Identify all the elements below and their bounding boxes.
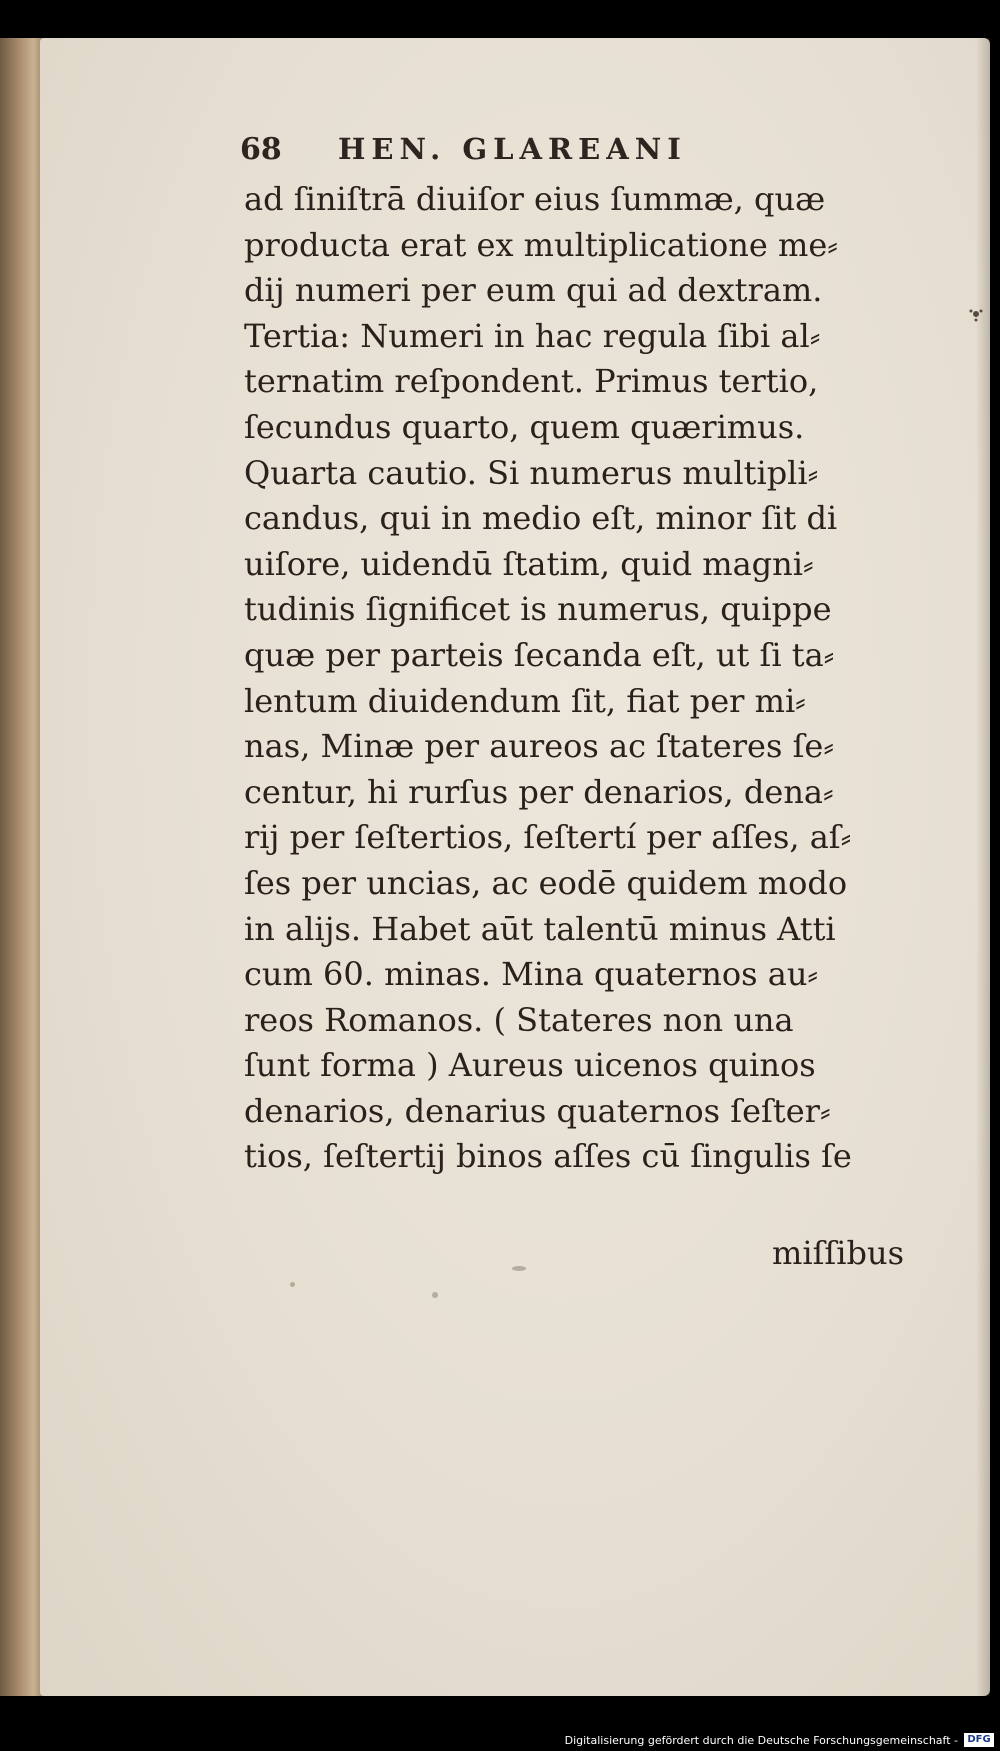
text-line: producta erat ex multiplicatione me⸗ <box>244 225 838 264</box>
margin-ornament-icon <box>968 306 984 322</box>
text-line: ſecundus quarto, quem quærimus. <box>244 407 805 446</box>
text-line: rij per ſeſtertios, ſeſtertí per aſſes, aſ⸗ <box>244 818 852 857</box>
ink-smudge <box>512 1266 526 1271</box>
text-line: ſunt forma ) Aureus uicenos quinos <box>244 1046 816 1085</box>
page-number: 68 <box>240 132 282 167</box>
text-line: candus, qui in medio eſt, minor ſit di <box>244 499 838 538</box>
text-line: ſes per uncias, ac eodē quidem modo <box>244 863 848 902</box>
ink-smudge <box>432 1292 438 1298</box>
text-line: tios, ſeſtertij binos aſſes cū ſingulis ſe <box>244 1137 852 1176</box>
page-header <box>240 132 860 172</box>
text-line: in alijs. Habet aūt talentū minus Atti <box>244 909 836 948</box>
text-line: tudinis ſignificet is numerus, quippe <box>244 590 832 629</box>
running-head: HEN. GLAREANI <box>338 132 687 166</box>
body-text <box>244 177 954 1180</box>
catchword: miſſibus <box>772 1234 905 1272</box>
text-line: ad ſiniſtrā diuiſor eius ſummæ, quæ <box>244 180 826 218</box>
text-line: quæ per parteis ſecanda eſt, ut ſi ta⸗ <box>244 635 835 674</box>
page-gutter-shadow <box>976 38 990 1696</box>
text-line: Quarta cautio. Si numerus multipli⸗ <box>244 453 819 492</box>
text-line: lentum diuidendum ſit, fiat per mi⸗ <box>244 681 806 720</box>
text-line: centur, hi rurſus per denarios, dena⸗ <box>244 772 834 811</box>
text-line: reos Romanos. ( Stateres non una <box>244 1000 794 1039</box>
text-line: uiſore, uidendū ſtatim, quid magni⸗ <box>244 544 814 583</box>
dfg-logo: DFG <box>964 1733 994 1747</box>
text-line: dij numeri per eum qui ad dextram. <box>244 271 823 310</box>
ink-smudge <box>290 1282 295 1287</box>
text-line: nas, Minæ per aureos ac ſtateres ſe⸗ <box>244 727 834 766</box>
text-line: Tertia: Numeri in hac regula ſibi al⸗ <box>244 316 821 355</box>
digitization-credit: Digitalisierung gefördert durch die Deutsche Forschungsgemeinschaft - <box>564 1734 958 1747</box>
text-line: cum 60. minas. Mina quaternos au⸗ <box>244 955 819 994</box>
text-line: ternatim reſpondent. Primus tertio, <box>244 362 819 401</box>
text-line: denarios, denarius quaternos ſeſter⸗ <box>244 1091 831 1130</box>
top-border <box>0 0 1000 42</box>
